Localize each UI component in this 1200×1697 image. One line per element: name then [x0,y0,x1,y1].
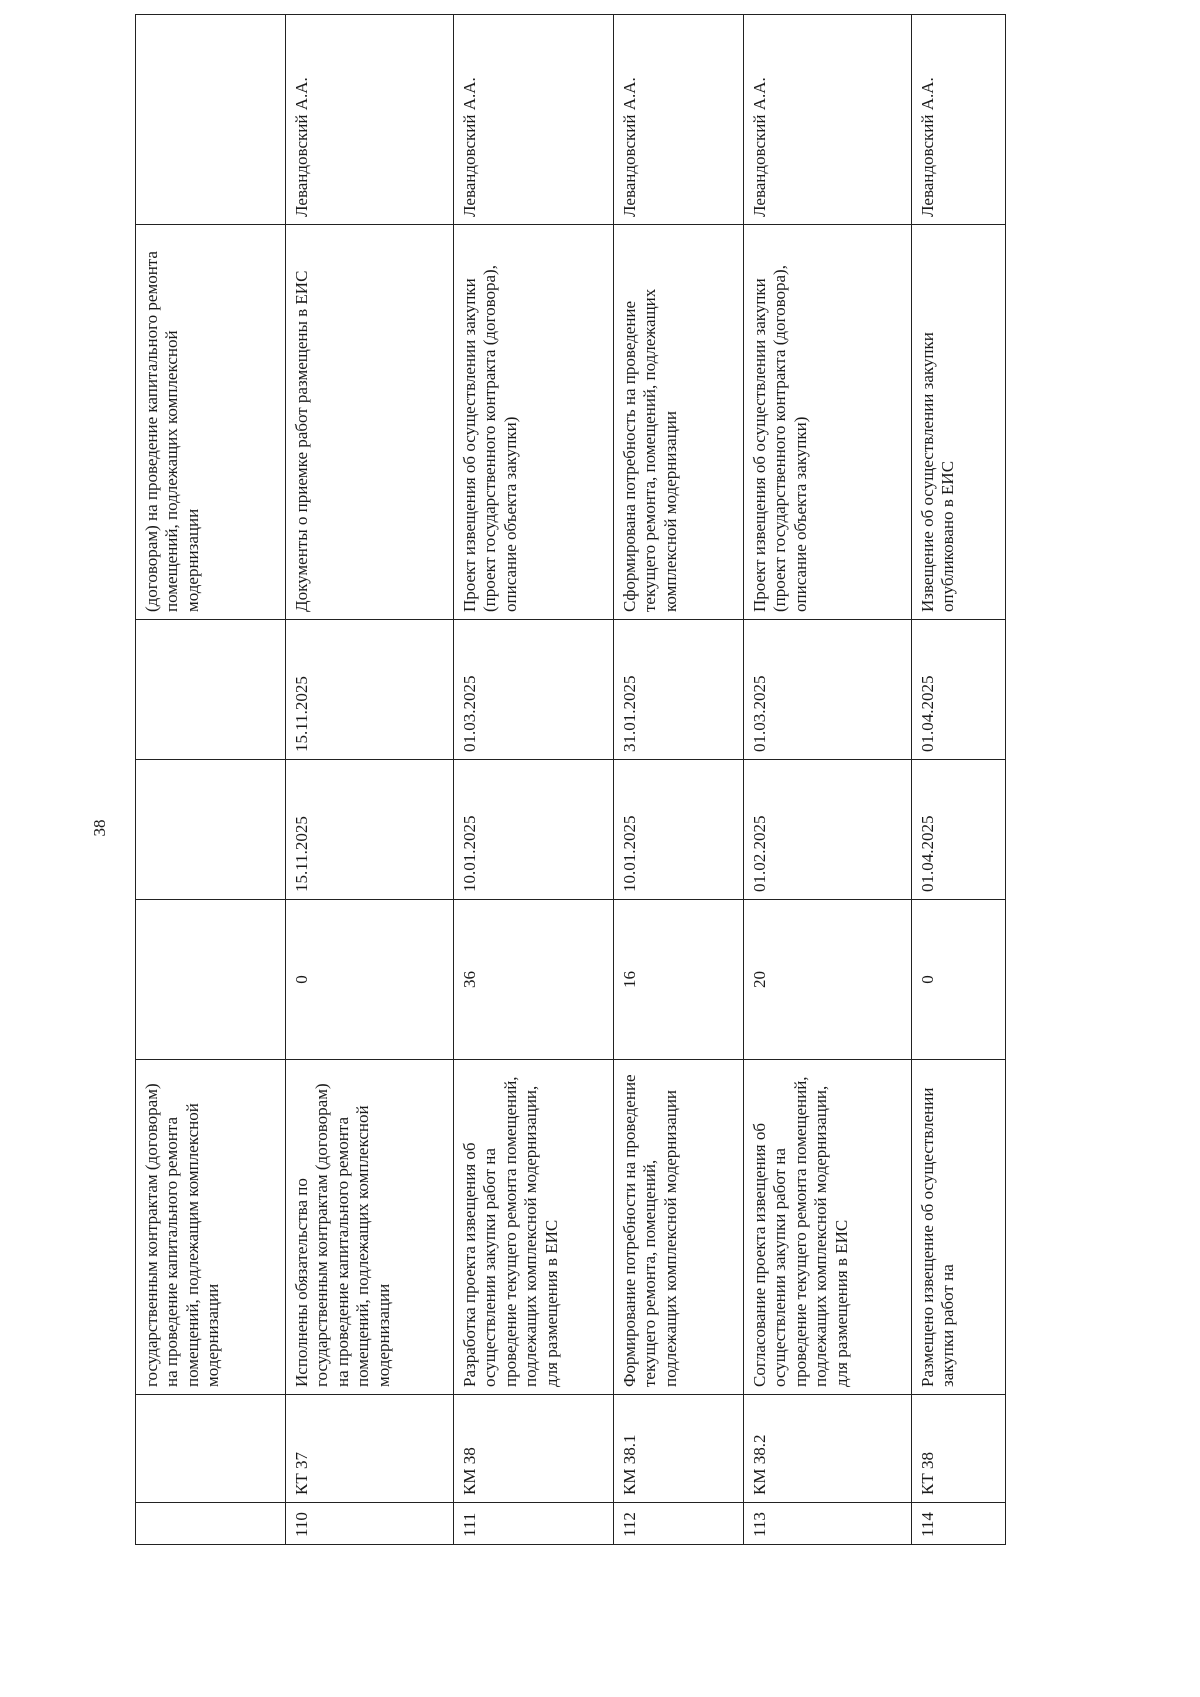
schedule-table [135,14,1006,1545]
start-date: 10.01.2025 [614,760,744,900]
row-number: 111 [454,1503,614,1545]
event-name: Разработка проекта извещения об осуществлении закупки работ на проведение текущего ремонта помещений, подлежащих комплексной модернизации, для размещения в ЕИС [454,1060,614,1395]
table-row [744,15,912,1545]
control-point-code: КТ 38 [912,1395,1006,1503]
duration-days [136,900,286,1060]
control-point-code: КМ 38.1 [614,1395,744,1503]
row-number: 112 [614,1503,744,1545]
start-date: 01.04.2025 [912,760,1006,900]
duration-days: 0 [286,900,454,1060]
event-name: Исполнены обязательства по государственным контрактам (договорам) на проведение капитального ремонта помещений, подлежащих комплексной модернизации [286,1060,454,1395]
table-row [136,15,286,1545]
end-date: 01.04.2025 [912,620,1006,760]
duration-days: 0 [912,900,1006,1060]
result-document: Извещение об осуществлении закупки опубликовано в ЕИС [912,225,1006,620]
page-number: 38 [90,819,109,837]
responsible-person [136,15,286,225]
start-date: 15.11.2025 [286,760,454,900]
start-date: 01.02.2025 [744,760,912,900]
event-name: Размещено извещение об осуществлении закупки работ на [912,1060,1006,1395]
result-document: (договорам) на проведение капитального ремонта помещений, подлежащих комплексной модернизации [136,225,286,620]
end-date: 15.11.2025 [286,620,454,760]
event-name: Формирование потребности на проведение текущего ремонта, помещений, подлежащих комплексной модернизации [614,1060,744,1395]
duration-days: 20 [744,900,912,1060]
schedule-table-container [135,15,1005,1545]
responsible-person: Левандовский А.А. [286,15,454,225]
row-number: 110 [286,1503,454,1545]
table-row [286,15,454,1545]
control-point-code [136,1395,286,1503]
result-document: Документы о приемке работ размещены в ЕИС [286,225,454,620]
duration-days: 16 [614,900,744,1060]
row-number: 113 [744,1503,912,1545]
end-date: 01.03.2025 [454,620,614,760]
end-date: 31.01.2025 [614,620,744,760]
control-point-code: КМ 38.2 [744,1395,912,1503]
result-document: Проект извещения об осуществлении закупки (проект государственного контракта (договора), описание объекта закупки) [744,225,912,620]
table-row [912,15,1006,1545]
end-date [136,620,286,760]
table-row [454,15,614,1545]
start-date: 10.01.2025 [454,760,614,900]
start-date [136,760,286,900]
responsible-person: Левандовский А.А. [912,15,1006,225]
duration-days: 36 [454,900,614,1060]
row-number [136,1503,286,1545]
row-number: 114 [912,1503,1006,1545]
control-point-code: КМ 38 [454,1395,614,1503]
event-name: государственным контрактам (договорам) на проведение капитального ремонта помещений, подлежащим комплексной модернизации [136,1060,286,1395]
end-date: 01.03.2025 [744,620,912,760]
table-row [614,15,744,1545]
result-document: Сформирована потребность на проведение текущего ремонта, помещений, подлежащих комплексной модернизации [614,225,744,620]
control-point-code: КТ 37 [286,1395,454,1503]
responsible-person: Левандовский А.А. [744,15,912,225]
responsible-person: Левандовский А.А. [614,15,744,225]
result-document: Проект извещения об осуществлении закупки (проект государственного контракта (договора), описание объекта закупки) [454,225,614,620]
event-name: Согласование проекта извещения об осуществлении закупки работ на проведение текущего ремонта помещений, подлежащих комплексной модернизации, для размещения в ЕИС [744,1060,912,1395]
rotated-table-wrapper [135,15,1005,1545]
responsible-person: Левандовский А.А. [454,15,614,225]
